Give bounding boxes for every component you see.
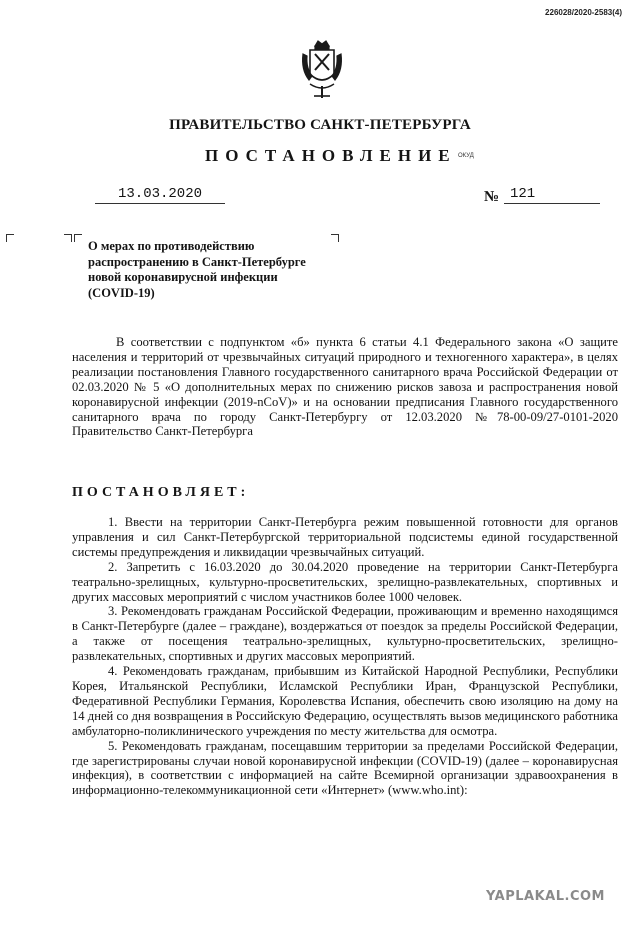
decree-item-2: 2. Запретить с 16.03.2020 до 30.04.2020 проведение на территории Санкт-Петербурга театрально-зрелищных, культурно-просветительских, зрелищно-развлекательных, спортивных и других массовых мероприятий с числом участников более 1000 человек. — [72, 559, 618, 604]
number-sign: № — [484, 189, 500, 205]
subject-line: (COVID-19) — [88, 285, 155, 300]
decree-item-5: 5. Рекомендовать гражданам, посещавшим территории за пределами Российской Федерации, где зарегистрированы случаи новой коронавирусной инфекции (COVID-19) (далее – коронавирусная инфекция), в соответствии с информацией на сайте Всемирной организации здравоохранения в информационно-телекоммуникационной сети «Интернет» (www.who.int): — [72, 738, 618, 798]
decree-subject — [88, 239, 338, 301]
subject-line: распространению в Санкт-Петербурге — [88, 254, 306, 269]
corner-mark — [74, 234, 82, 242]
corner-mark — [6, 234, 14, 242]
decree-item-3: 3. Рекомендовать гражданам Российской Федерации, проживающим и временно находящимся в Санкт-Петербурге (далее – граждане), воздержаться от поездок за пределы Российской Федерации, а также от посещения театрально-зрелищных, культурно-просветительских, зрелищно-развлекательных, спортивных и других массовых мероприятий. — [72, 604, 618, 664]
coat-of-arms-icon — [300, 40, 344, 102]
subject-line: О мерах по противодействию — [88, 239, 255, 253]
decree-title: ПОСТАНОВЛЕНИЕ — [205, 146, 457, 165]
preamble-paragraph: В соответствии с подпунктом «б» пункта 6 статьи 4.1 Федерального закона «О защите населения и территорий от чрезвычайных ситуаций природного и техногенного характера», в целях реализации постановления Главного государственного санитарного врача Российской Федерации от 02.03.2020 № 5 «О дополнительных мерах по снижению рисков завоза и распространения новой коронавирусной инфекции (2019-nCoV)» и на основании предписания Главного государственного санитарного врача по городу Санкт-Петербургу от 12.03.2020 №78-00-09/27-0101-2020 Правительство Санкт-Петербурга — [72, 335, 618, 439]
decree-item-1: 1. Ввести на территории Санкт-Петербурга режим повышенной готовности для органов управления и сил Санкт-Петербургской территориальной подсистемы единой государственной системы предупреждения и ликвидации чрезвычайных ситуаций. — [72, 515, 618, 559]
document-id: 226028/2020-2583(4) — [545, 8, 622, 17]
corner-mark — [64, 234, 72, 242]
watermark: YAPLAKAL.COM — [486, 889, 605, 904]
subject-line: новой коронавирусной инфекции — [88, 270, 278, 284]
okud-label: ОКУД — [458, 153, 474, 159]
decree-number: 121 — [504, 186, 600, 204]
preamble — [72, 335, 618, 439]
resolves-heading: ПОСТАНОВЛЯЕТ: — [72, 485, 250, 500]
decree-date: 13.03.2020 — [95, 186, 225, 204]
decree-items — [72, 515, 618, 798]
decree-item-4: 4. Рекомендовать гражданам, прибывшим из Китайской Народной Республики, Республики Корея, Итальянской Республики, Исламской Республики Иран, Французской Республики, Федеративной Республики Германия, Королевства Испания, обеспечить свою изоляцию на дому на 14 дней со дня возвращения в Российскую Федерацию, осуществлять вызов медицинского работника амбулаторно-поликлинического учреждения по месту жительства для осмотра. — [72, 664, 618, 738]
government-name: ПРАВИТЕЛЬСТВО САНКТ-ПЕТЕРБУРГА — [169, 117, 471, 133]
